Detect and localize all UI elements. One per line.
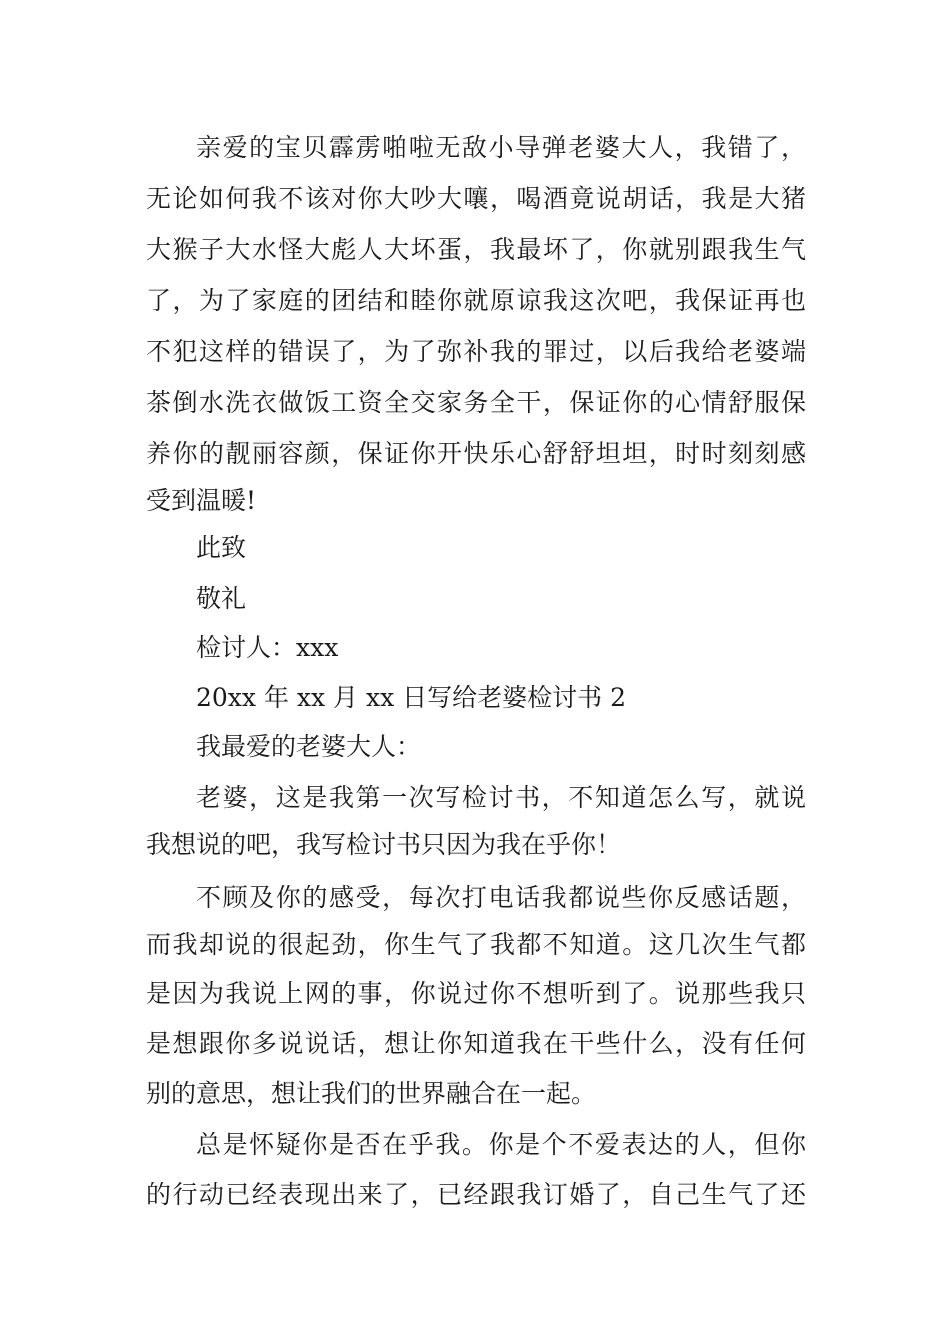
- signature-line: 检讨人：xxx: [196, 633, 339, 662]
- paragraph-1-line-2: 无论如何我不该对你大吵大嚷，喝酒竟说胡话，我是大猪: [146, 184, 806, 213]
- paragraph-2-line-2: 我想说的吧，我写检讨书只因为我在乎你！: [146, 830, 622, 859]
- paragraph-1-line-1: 亲爱的宝贝霹雳啪啦无敌小导弹老婆大人，我错了，: [196, 133, 806, 162]
- greeting-line: 我最爱的老婆大人：: [196, 732, 422, 761]
- paragraph-1-line-3: 大猴子大水怪大彪人大坏蛋，我最坏了，你就别跟我生气: [146, 235, 806, 264]
- paragraph-3-line-3: 是因为我说上网的事，你说过你不想听到了。说那些我只: [146, 979, 806, 1008]
- paragraph-1-line-6: 茶倒水洗衣做饭工资全交家务全干，保证你的心情舒服保: [146, 388, 806, 417]
- paragraph-1-line-8: 受到温暖!: [146, 486, 257, 515]
- paragraph-1-line-7: 养你的靓丽容颜，保证你开快乐心舒舒坦坦，时时刻刻感: [146, 439, 806, 468]
- date-title-line: 20xx 年 xx 月 xx 日写给老婆检讨书 2: [196, 683, 626, 712]
- paragraph-3-line-2: 而我却说的很起劲，你生气了我都不知道。这几次生气都: [146, 930, 806, 959]
- paragraph-4-line-2: 的行动已经表现出来了，已经跟我订婚了，自己生气了还: [146, 1180, 806, 1209]
- paragraph-1-line-5: 不犯这样的错误了，为了弥补我的罪过，以后我给老婆端: [146, 337, 806, 366]
- paragraph-4-line-1: 总是怀疑你是否在乎我。你是个不爱表达的人，但你: [196, 1130, 806, 1159]
- closing-salutation: 此致: [196, 533, 247, 562]
- paragraph-3-line-4: 是想跟你多说说话，想让你知道我在干些什么，没有任何: [146, 1029, 806, 1058]
- paragraph-3-line-5: 别的意思，想让我们的世界融合在一起。: [146, 1079, 597, 1108]
- paragraph-3-line-1: 不顾及你的感受，每次打电话我都说些你反感话题，: [196, 883, 806, 912]
- paragraph-1-line-4: 了，为了家庭的团结和睦你就原谅我这次吧，我保证再也: [146, 286, 806, 315]
- closing-respect: 敬礼: [196, 584, 247, 613]
- paragraph-2-line-1: 老婆，这是我第一次写检讨书，不知道怎么写，就说: [196, 783, 806, 812]
